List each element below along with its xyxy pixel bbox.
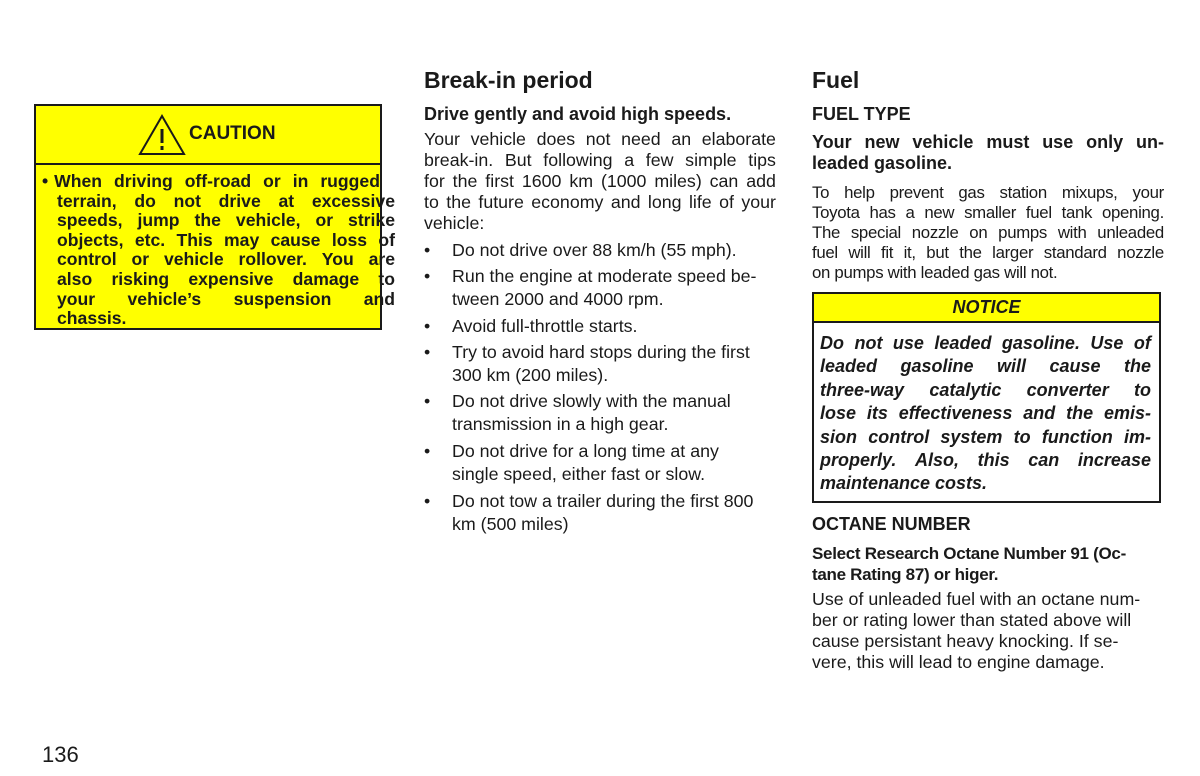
caution-title: CAUTION [189, 123, 276, 144]
text-line: break-in. But following a few simple tips [424, 150, 776, 170]
text-line: leaded gasoline will cause the [820, 356, 1151, 377]
notice-title: NOTICE [814, 294, 1159, 323]
caution-line: your vehicle’s suspension and [57, 288, 395, 309]
text-line: leaded gasoline. [812, 153, 953, 173]
fuel-type-body [812, 183, 1164, 283]
page-number: 136 [42, 742, 79, 767]
list-item: • Avoid full-throttle starts. [424, 316, 638, 336]
text-line: to the future economy and long life of your [424, 192, 776, 212]
text-line: Use of unleaded fuel with an octane num- [812, 589, 1141, 609]
bullet-icon: • [424, 342, 431, 362]
text-line: Select Research Octane Number 91 (Oc- [812, 544, 1126, 563]
caution-line: chassis. [57, 308, 127, 329]
list-item: • Do not drive over 88 km/h (55 mph). [424, 240, 737, 260]
bullet-icon: • [424, 240, 431, 260]
list-item: • Do not drive slowly with the manual transmission in a high gear. [424, 391, 731, 434]
caution-line: also risking expensive damage to [57, 268, 395, 289]
caution-line: speeds, jump the vehicle, or strike [57, 210, 395, 231]
fuel-type-title: FUEL TYPE [812, 104, 911, 124]
list-item: • Try to avoid hard stops during the first 300 km (200 miles). [424, 342, 750, 385]
caution-line: terrain, do not drive at excessive [57, 190, 395, 211]
list-item: • Do not tow a trailer during the first 800 km (500 miles) [424, 491, 754, 534]
text-line: tane Rating 87) or higer. [812, 565, 999, 584]
break-in-heading: Break-in period [424, 67, 593, 93]
text-line: Your vehicle does not need an elaborate [424, 129, 776, 149]
break-in-intro [424, 129, 776, 234]
text-line: vehicle: [424, 213, 485, 233]
bullet-icon: • [424, 266, 431, 286]
octane-subheading [812, 543, 1164, 585]
text-line: To help prevent gas station mixups, your [812, 183, 1164, 202]
caution-text [42, 171, 395, 329]
break-in-subheading: Drive gently and avoid high speeds. [424, 104, 732, 124]
bullet-icon: • [42, 171, 49, 191]
caution-line: control or vehicle rollover. You are [57, 249, 395, 270]
octane-title: OCTANE NUMBER [812, 514, 971, 534]
caution-line: • When driving off-road or in rugged [42, 171, 380, 191]
caution-header [36, 106, 380, 165]
bullet-icon: • [424, 316, 431, 336]
text-line: lose its effectiveness and the emis- [820, 403, 1151, 424]
text-line: Toyota has a new smaller fuel tank opening. [812, 203, 1164, 222]
text-line: cause persistant heavy knocking. If se- [812, 631, 1119, 651]
caution-line: objects, etc. This may cause loss of [57, 229, 395, 250]
text-line: ber or rating lower than stated above will [812, 610, 1132, 630]
text-line: Your new vehicle must use only un- [812, 132, 1164, 152]
text-line: maintenance costs. [820, 473, 988, 494]
text-line: fuel will fit it, but the larger standard nozzle [812, 243, 1164, 262]
bullet-icon: • [424, 441, 431, 461]
text-line: sion control system to function im- [820, 426, 1151, 447]
text-line: Do not use leaded gasoline. Use of [820, 333, 1151, 353]
text-line: vere, this will lead to engine damage. [812, 652, 1105, 672]
fuel-type-subheading [812, 132, 1164, 174]
text-line: properly. Also, this can increase [820, 450, 1151, 471]
octane-body [812, 589, 1164, 673]
list-item: • Do not drive for a long time at any single speed, either fast or slow. [424, 441, 719, 484]
list-item: • Run the engine at moderate speed be- tween 2000 and 4000 rpm. [424, 266, 757, 309]
notice-box [812, 292, 1161, 503]
text-line: three-way catalytic converter to [820, 379, 1151, 400]
bullet-icon: • [424, 391, 431, 411]
text-line: on pumps with leaded gas will not. [812, 263, 1058, 282]
caution-box [34, 104, 395, 330]
notice-text [820, 332, 1151, 496]
bullet-icon: • [424, 491, 431, 511]
text-line: The special nozzle on pumps with unleaded [812, 223, 1164, 242]
warning-triangle-icon [137, 113, 187, 157]
text-line: for the first 1600 km (1000 miles) can add [424, 171, 776, 191]
fuel-heading: Fuel [812, 67, 860, 93]
